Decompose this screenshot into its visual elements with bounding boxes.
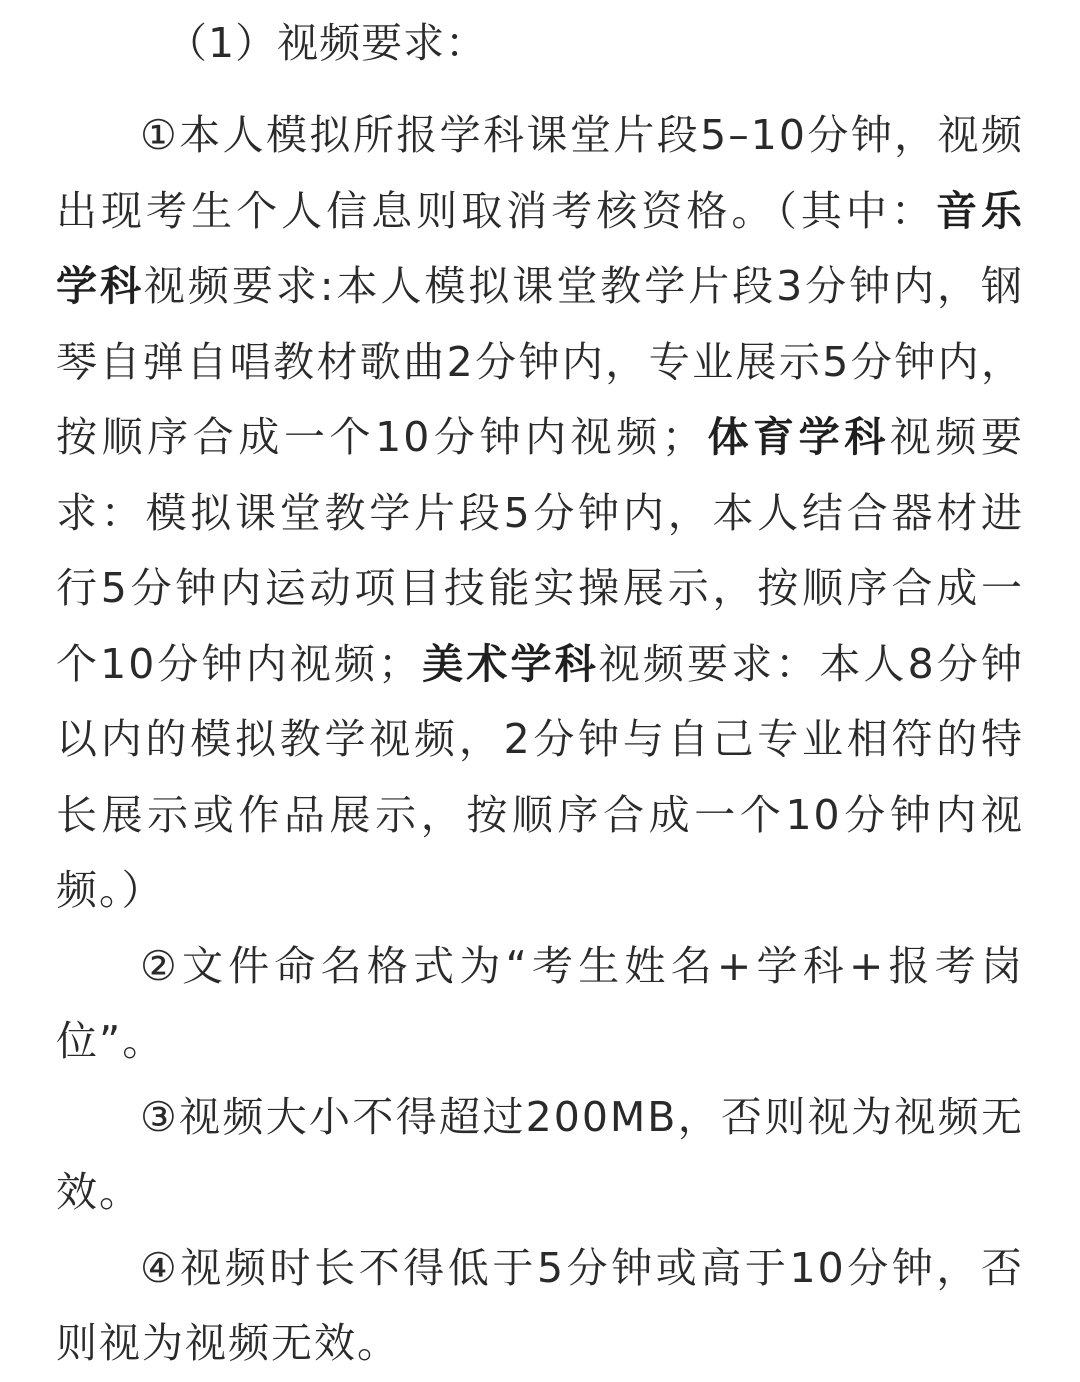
item-1-text-c: 视频要求：模拟课堂教学片段5分钟内，本人结合器材进行5分钟内运动项目技能实操展示，按顺序合成一个10分钟内视频； (56, 413, 1025, 688)
item-1-text-b: 视频要求:本人模拟课堂教学片段3分钟内，钢琴自弹自唱教材歌曲2分钟内，专业展示5分钟内，按顺序合成一个10分钟内视频； (56, 262, 1024, 461)
item-1-text-d: 视频要求：本人8分钟以内的模拟教学视频，2分钟与自己专业相符的特长展示或作品展示，按顺序合成一个10分钟内视频。） (56, 639, 1025, 914)
requirement-item-1 (56, 98, 1024, 929)
requirement-item-4: ④视频时长不得低于5分钟或高于10分钟，否则视为视频无效。 (56, 1243, 1024, 1367)
pe-subject-label: 体育学科 (704, 413, 890, 461)
item-1-text-a: ①本人模拟所报学科课堂片段5–10分钟，视频出现考生个人信息则取消考核资格。（其中： (56, 111, 1024, 235)
requirement-item-3: ③视频大小不得超过200MB，否则视为视频无效。 (56, 1092, 1024, 1216)
requirement-item-2: ②文件命名格式为“考生姓名+学科+报考岗位”。 (56, 941, 1024, 1065)
art-subject-label: 美术学科 (421, 639, 599, 688)
music-subject-label: 音乐学科 (56, 186, 1025, 310)
section-heading: （1）视频要求： (166, 19, 488, 67)
